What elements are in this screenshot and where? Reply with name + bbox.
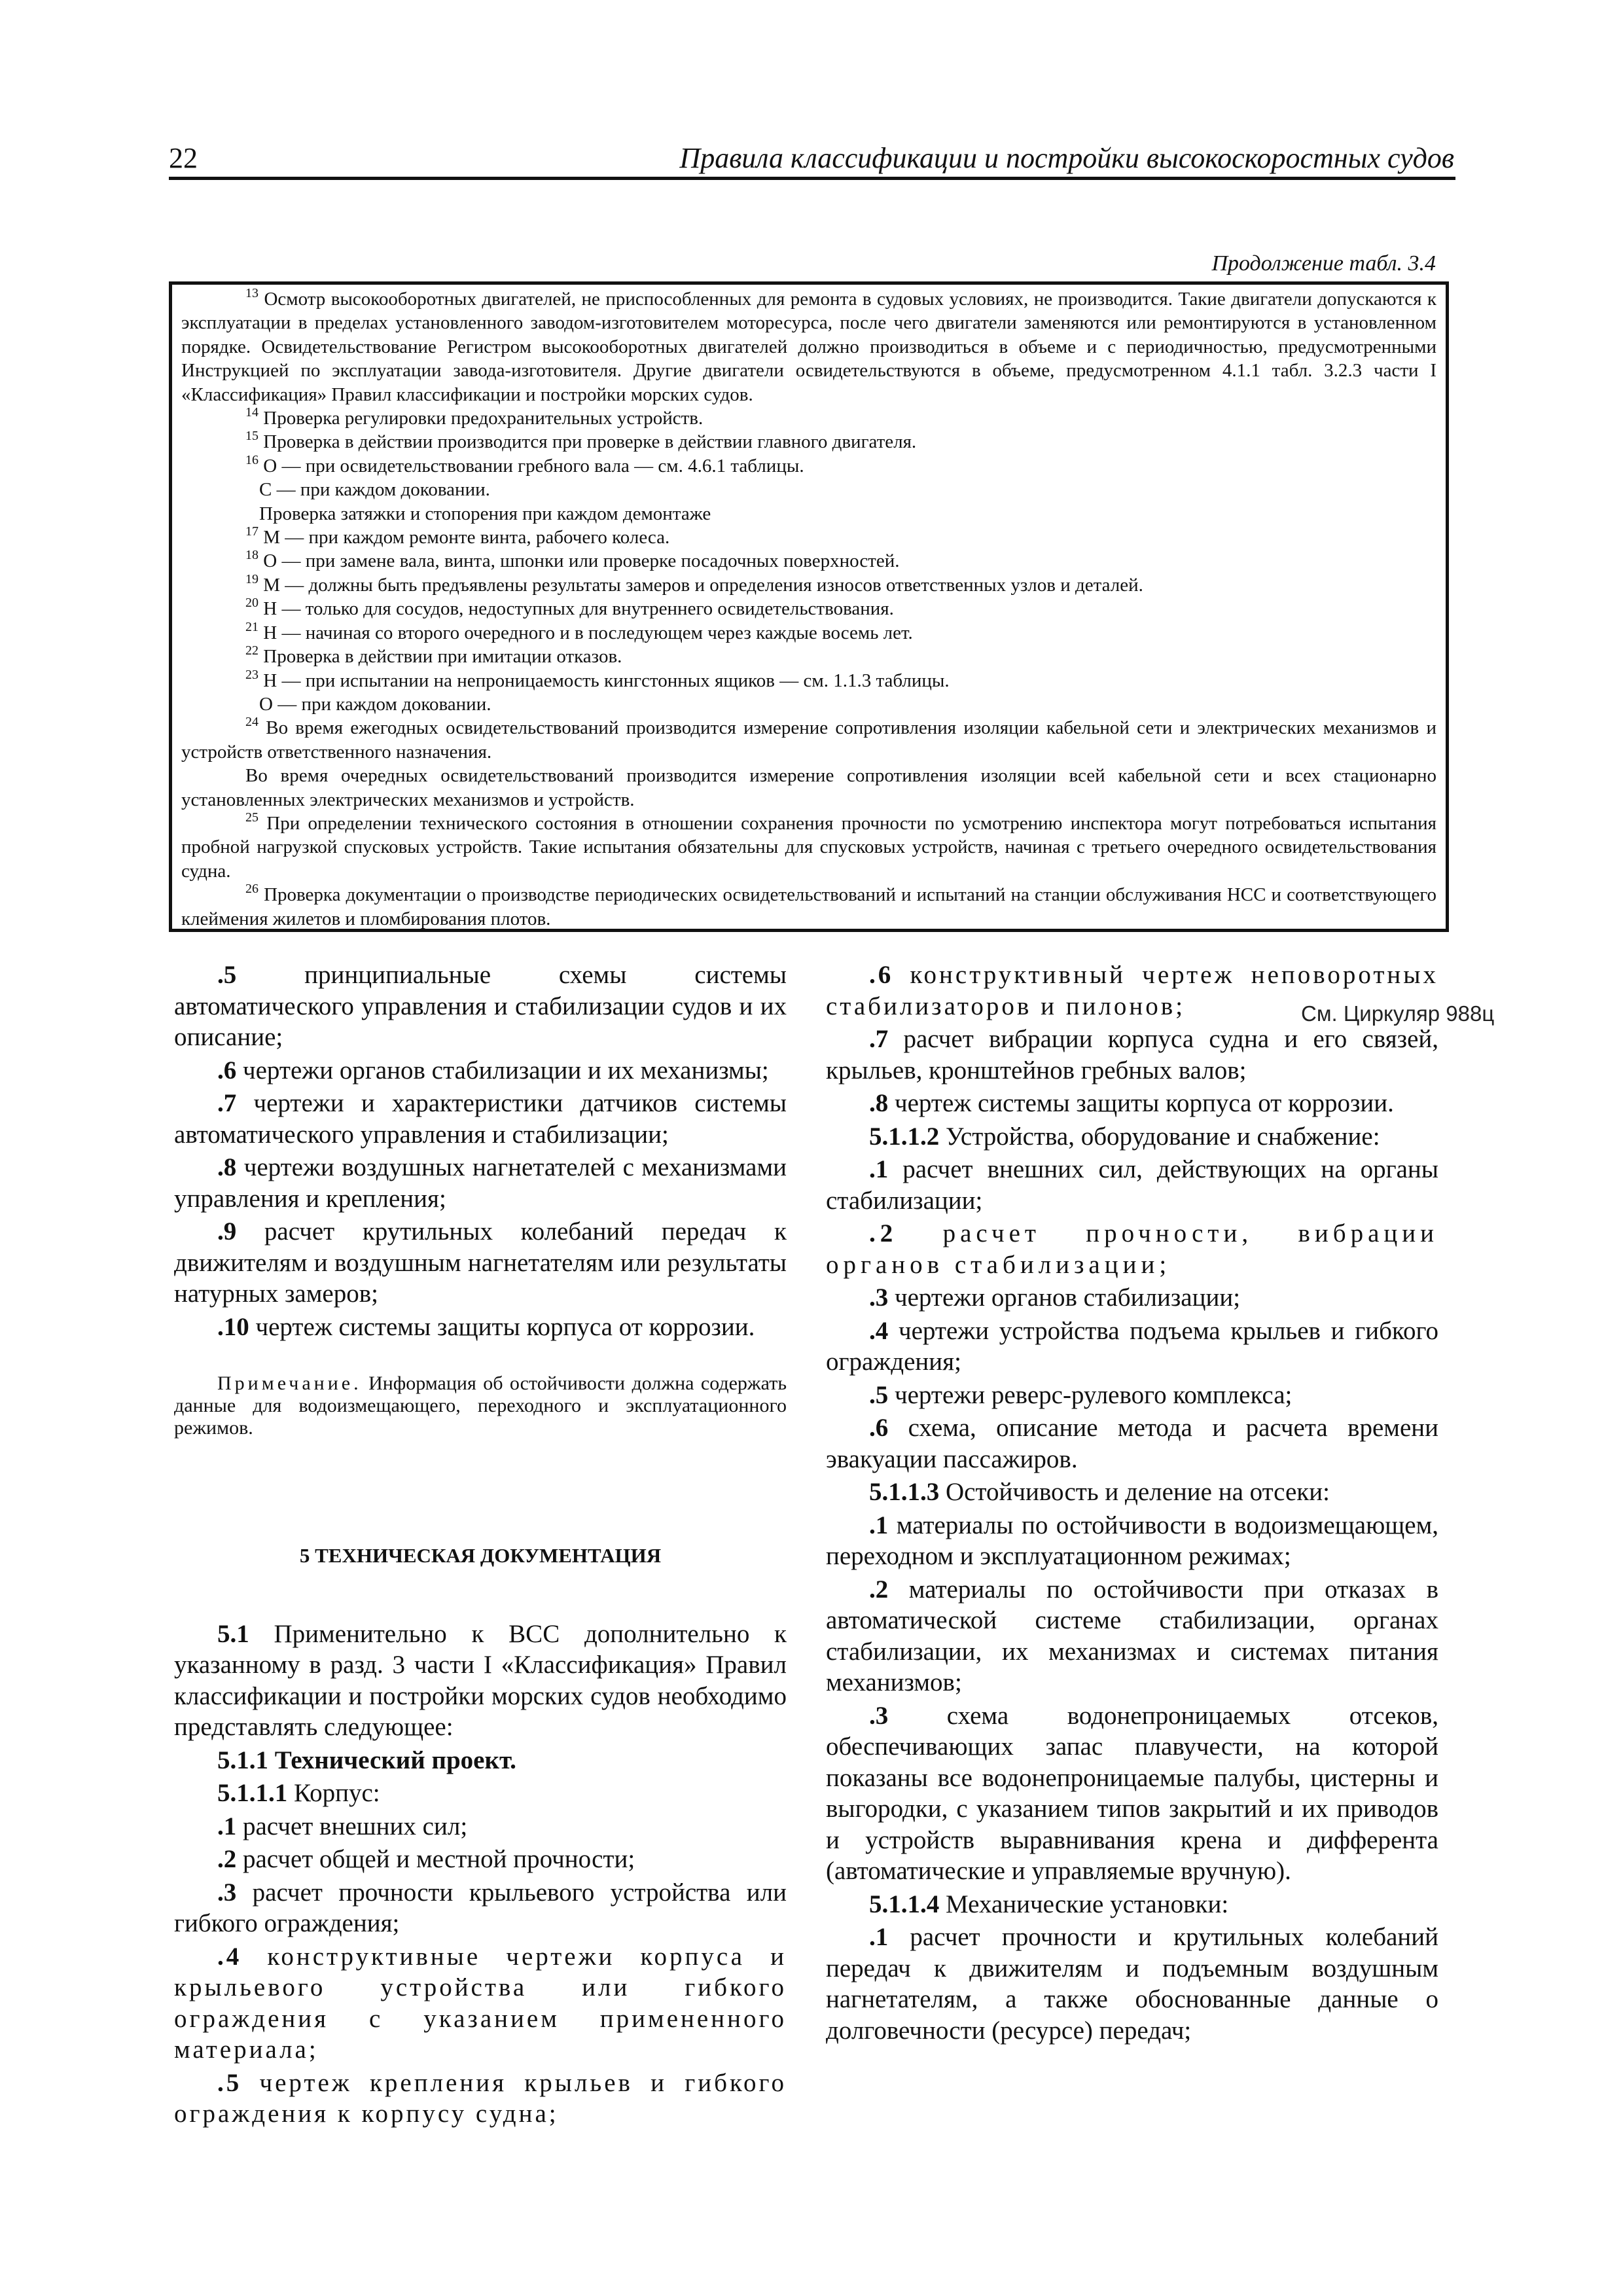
footnote-16-line-2: С — при каждом доковании. <box>259 479 490 501</box>
footnote-22: $^{22}$ Проверка в действии при имитации отказов. <box>245 643 622 668</box>
footnote-24-paragraph-2: Во время очередных освидетельствований производится измерение сопротивления изоляции всей кабельной сети и всех стационарно установленных электрических механизмов и устройств. <box>181 765 1436 810</box>
list-item: .9 расчет крутильных колебаний передач к движителям и воздушным нагнетателям или результаты натурных замеров; <box>174 1217 787 1308</box>
circular-reference-link[interactable]: См. Циркуляр 988ц <box>1301 1001 1495 1026</box>
footnote-16-line-3: Проверка затяжки и стопорения при каждом демонтаже <box>259 503 711 524</box>
list-item: .4 чертежи устройства подъема крыльев и гибкого ограждения; <box>826 1316 1438 1376</box>
footnote-26: $^{26}$ Проверка документации о производстве периодических освидетельствований и испытаний на станции обслуживания НСС и соответствующего клеймения жилетов и пломбирования плотов. <box>181 882 1437 929</box>
left-column <box>174 960 787 2132</box>
list-item: .5 принципиальные схемы системы автоматического управления и стабилизации судов и их описание; <box>174 961 787 1051</box>
list-item: .5 чертеж крепления крыльев и гибкого ограждения к корпусу судна; <box>174 2068 787 2128</box>
footnote-16: $^{16}$ О — при освидетельствовании гребного вала — см. 4.6.1 таблицы. <box>245 452 804 476</box>
paragraph-5-1-1-3: 5.1.1.3 Остойчивость и деление на отсеки: <box>869 1478 1330 1506</box>
paragraph-5-1-1-4: 5.1.1.4 Механические установки: <box>869 1890 1229 1918</box>
table-continuation-caption: Продолжение табл. 3.4 <box>1211 251 1436 276</box>
list-item: .1 расчет внешних сил; <box>217 1812 468 1840</box>
footnotes-table <box>169 281 1449 932</box>
footnote-13: $^{13}$ Осмотр высокооборотных двигателей, не приспособленных для ремонта в судовых условиях, не производится. Такие двигатели допускаются к эксплуатации в пределах установленного заводом-изготовителем моторесурса, после чего двигатели заменяются или ремонтируются в установленном порядке. Освидетельствование Регистром высокооборотных двигателей должно производиться в объеме и с периодичностью, предусмотренными Инструкцией по эксплуатации завода-изготовителя. Другие двигатели освидетельствуются в объеме, предусмотренном 4.1.1 табл. 3.2.3 части I «Классификация» Правил классификации и постройки морских судов. <box>181 286 1436 405</box>
footnote-17: $^{17}$ М — при каждом ремонте винта, рабочего колеса. <box>245 524 670 548</box>
page-number: 22 <box>169 142 198 174</box>
paragraph-5-1-1-2: 5.1.1.2 Устройства, оборудование и снабжение: <box>869 1122 1380 1151</box>
list-item: .3 схема водонепроницаемых отсеков, обеспечивающих запас плавучести, на которой показаны все водонепроницаемые палубы, цистерны и выгородки, с указанием типов закрытий и их приводов и устройств выравнивания крена и дифферента (автоматические и управляемые вручную). <box>826 1701 1438 1885</box>
list-item: .2 материалы по остойчивости при отказах в автоматической системе стабилизации, органах стабилизации, их механизмах и системах питания механизмов; <box>826 1575 1438 1696</box>
note: Примечание. Информация об остойчивости должна содержать данные для водоизмещающего, переходного и эксплуатационного режимов. <box>174 1372 787 1439</box>
right-column <box>826 960 1438 2048</box>
list-item: .1 расчет прочности и крутильных колебаний передач к движителям и подъемным воздушным нагнетателям, а также обоснованные данные о долговечности (ресурсе) передач; <box>826 1923 1438 2045</box>
footnote-24: $^{24}$ Во время ежегодных освидетельствований производится измерение сопротивления изоляции кабельной сети и электрических механизмов и устройств ответственного назначения. <box>181 715 1436 762</box>
paragraph-5-1: 5.1 Применительно к ВСС дополнительно к указанному в разд. 3 части I «Классификация» Правил классификации и постройки морских судов необходимо представлять следующее: <box>174 1619 787 1741</box>
footnote-18: $^{18}$ О — при замене вала, винта, шпонки или проверке посадочных поверхностей. <box>245 548 900 572</box>
section-heading: 5 ТЕХНИЧЕСКАЯ ДОКУМЕНТАЦИЯ <box>299 1544 662 1567</box>
paragraph-5-1-1: 5.1.1 Технический проект. <box>217 1746 516 1774</box>
list-item: .3 расчет прочности крыльевого устройства или гибкого ограждения; <box>174 1878 787 1937</box>
list-item: .2 расчет общей и местной прочности; <box>217 1845 635 1873</box>
list-item: .2 расчет прочности, вибрации органов стабилизации; <box>826 1219 1439 1279</box>
footnote-25: $^{25}$ При определении технического состояния в отношении сохранения прочности по усмотрению инспектора могут потребоваться испытания пробной нагрузкой спусковых устройств. Такие испытания обязательны для спусковых устройств, начиная с третьего очередного освидетельствования судна. <box>181 810 1437 882</box>
footnote-23-line-2: О — при каждом доковании. <box>259 693 491 715</box>
list-item: .1 расчет внешних сил, действующих на органы стабилизации; <box>826 1155 1438 1215</box>
footnote-14: $^{14}$ Проверка регулировки предохранительных устройств. <box>245 405 704 429</box>
footnote-19: $^{19}$ М — должны быть предъявлены результаты замеров и определения износов ответственных узлов и деталей. <box>245 571 1143 596</box>
header-rule <box>169 177 1455 180</box>
list-item: .10 чертеж системы защиты корпуса от коррозии. <box>217 1312 755 1341</box>
list-item: .6 схема, описание метода и расчета времени эвакуации пассажиров. <box>826 1414 1439 1473</box>
list-item: .7 расчет вибрации корпуса судна и его связей, крыльев, кронштейнов гребных валов; <box>826 1025 1438 1085</box>
footnote-21: $^{21}$ Н — начиная со второго очередного и в последующем через каждые восемь лет. <box>245 619 913 643</box>
list-item: .3 чертежи органов стабилизации; <box>869 1283 1241 1312</box>
footnote-15: $^{15}$ Проверка в действии производится при проверке в действии главного двигателя. <box>245 429 917 453</box>
list-item: .4 конструктивные чертежи корпуса и крыльевого устройства или гибкого ограждения с указанием примененного материала; <box>174 1942 787 2064</box>
list-item: .8 чертежи воздушных нагнетателей с механизмами управления и крепления; <box>174 1153 787 1213</box>
list-item: .8 чертеж системы защиты корпуса от коррозии. <box>869 1089 1394 1117</box>
footnote-23: $^{23}$ Н — при испытании на непроницаемость кингстонных ящиков — см. 1.1.3 таблицы. <box>245 667 950 691</box>
running-title: Правила классификации и постройки высокоскоростных судов <box>679 142 1454 174</box>
list-item: .6 чертежи органов стабилизации и их механизмы; <box>217 1056 769 1085</box>
paragraph-5-1-1-1: 5.1.1.1 Корпус: <box>217 1779 380 1807</box>
list-item: .7 чертежи и характеристики датчиков системы автоматического управления и стабилизации; <box>174 1089 787 1149</box>
list-item: .6 конструктивный чертеж неповоротных стабилизаторов и пилонов; <box>826 961 1439 1020</box>
list-item: .1 материалы по остойчивости в водоизмещающем, переходном и эксплуатационном режимах; <box>826 1511 1439 1570</box>
list-item: .5 чертежи реверс-рулевого комплекса; <box>869 1380 1293 1409</box>
footnote-20: $^{20}$ Н — только для сосудов, недоступных для внутреннего освидетельствования. <box>245 596 894 620</box>
